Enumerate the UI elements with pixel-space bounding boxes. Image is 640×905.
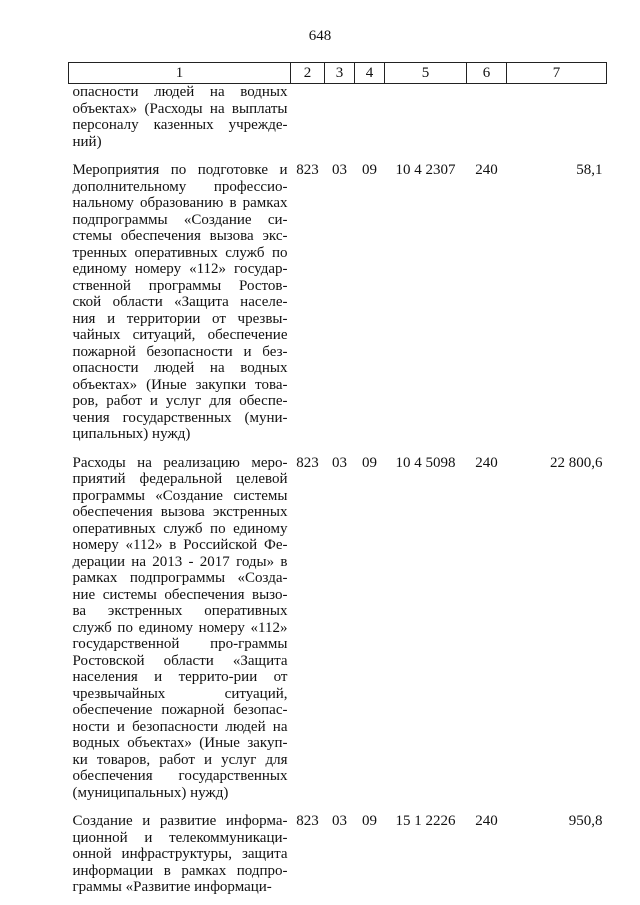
row-expense-type: 240	[475, 454, 498, 471]
row-subsection: 09	[362, 454, 377, 471]
row-section: 03	[332, 454, 347, 471]
row-ministry-code: 823	[296, 162, 319, 178]
page-number: 648	[308, 28, 332, 44]
row-description: Расходы на реализацию меро-приятий федеральной целевой программы «Создание системы обеспечения вызова экстренных оперативных служб по единому номеру «112» в Российской Фе-дерации на 2013 - 2017 годы» в рамках подпрограммы «Созда-ние системы обеспечения вызо-ва экстренных оперативных служб по единому номеру «112» государственной про-граммы Ростовской области «Защита населения и террито-рии от чрезвычайных ситуаций, обеспечение пожарной безопас-ности и безопасности людей на водных объектах» (Иные закуп-ки товаров, работ и услуг для обеспечения государственных (муниципальных) нужд)	[72, 454, 288, 801]
row-ministry-code: 823	[296, 454, 319, 471]
row-target-article: 10 4 5098	[395, 454, 456, 471]
header-col-5: 5	[385, 63, 467, 84]
row-ministry-code: 823	[296, 813, 319, 829]
row-subsection	[355, 84, 385, 151]
row-target-article: 10 4 2307	[395, 162, 456, 178]
table-row	[69, 801, 607, 896]
header-col-6: 6	[467, 63, 507, 84]
row-section	[325, 84, 355, 151]
budget-table	[68, 62, 607, 896]
header-col-4: 4	[355, 63, 385, 84]
row-expense-type: 240	[475, 813, 498, 829]
row-amount: 22 800,6	[550, 454, 603, 471]
table-row	[69, 84, 607, 151]
table-row	[69, 443, 607, 802]
row-amount: 58,1	[576, 162, 603, 178]
row-description: Создание и развитие информа-ционной и телекоммуникаци-онной инфраструктуры, защита информации в рамках подпро-граммы «Развитие информаци-	[72, 813, 288, 895]
table-row	[69, 150, 607, 443]
row-description: опасности людей на водных объектах» (Расходы на выплаты персоналу казенных учрежде-ний)	[72, 84, 288, 150]
row-target-article: 15 1 2226	[395, 813, 456, 829]
row-amount	[507, 84, 607, 151]
row-description: Мероприятия по подготовке и дополнительному профессио-нальному образованию в рамках подпрограммы «Создание си-стемы обеспечения вызова экс-тренных оперативных служб по единому номеру «112» государ-ственной программы Ростов-ской области «Защита населе-ния и территории от чрезвы-чайных ситуаций, обеспечение пожарной безопасности и без-опасности людей на водных объектах» (Иные закупки това-ров, работ и услуг для обеспе-чения государственных (муни-ципальных) нужд)	[72, 162, 288, 442]
header-col-2: 2	[291, 63, 325, 84]
header-col-7: 7	[507, 63, 607, 84]
row-subsection: 09	[362, 813, 377, 829]
header-col-3: 3	[325, 63, 355, 84]
row-section: 03	[332, 162, 347, 178]
row-ministry-code	[291, 84, 325, 151]
header-col-1: 1	[69, 63, 291, 84]
row-section: 03	[332, 813, 347, 829]
row-amount: 950,8	[568, 813, 603, 829]
row-subsection: 09	[362, 162, 377, 178]
row-expense-type: 240	[475, 162, 498, 178]
row-target-article	[385, 84, 467, 151]
header-row	[69, 63, 607, 84]
row-expense-type	[467, 84, 507, 151]
